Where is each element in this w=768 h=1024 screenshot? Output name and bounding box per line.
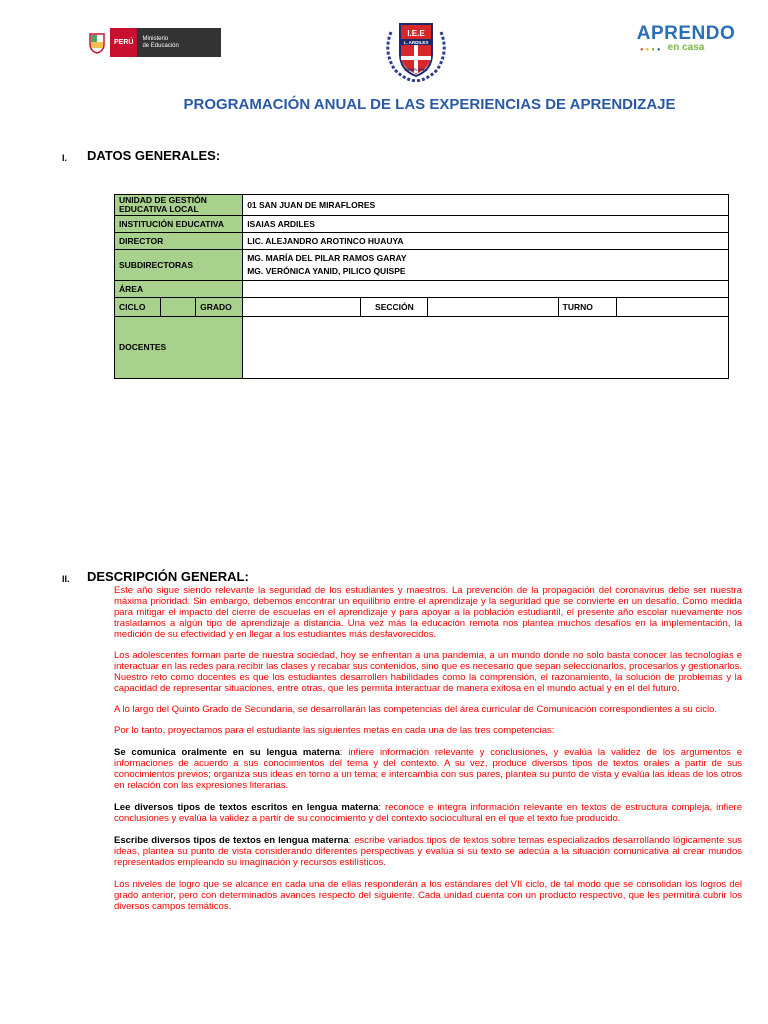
subdirectoras-label: SUBDIRECTORAS: [115, 250, 243, 281]
minedu-logo: [84, 28, 221, 57]
subdirectora-2: MG. VERÓNICA YANID, PILICO QUISPE: [247, 266, 406, 276]
turno-value: [616, 298, 728, 317]
competency-writing-text: : escribe variados tipos de textos sobre temas especializados desarrollando lógicamente sus ideas, plantea su punto de vista considerando diferentes perspectivas y evalúa si su texto se adecúa a la situación comunicativa al crear mundos representados empleando su imaginación y recursos estilísticos.: [114, 835, 742, 868]
section2-number: II.: [62, 574, 70, 584]
crest-motto-text: MIRAFLORES: [404, 68, 428, 72]
docentes-label: DOCENTES: [115, 317, 243, 379]
peru-label: PERÚ: [110, 28, 137, 57]
competency-oral-title: Se comunica oralmente en su lengua materna: [114, 747, 340, 758]
area-value: [243, 281, 729, 298]
seccion-value: [428, 298, 558, 317]
docentes-value: [243, 317, 729, 379]
director-label: DIRECTOR: [115, 233, 243, 250]
general-data-table: [114, 194, 729, 379]
ie-label: INSTITUCIÓN EDUCATIVA: [115, 216, 243, 233]
table-row: [115, 281, 729, 298]
en-casa-row: [636, 43, 736, 53]
aprendo-text: APRENDO: [636, 23, 736, 44]
table-row: [115, 250, 729, 281]
school-crest-logo: [381, 18, 451, 82]
aprendo-en-casa-logo: [636, 24, 736, 56]
competency-oral: [114, 747, 742, 791]
ie-value: ISAIAS ARDILES: [243, 216, 729, 233]
desc-paragraph-2: Los adolescentes forman parte de nuestra sociedad, hoy se enfrentan a una pandemia, a un mundo donde no solo basta conocer las tecnologías e interactuar en las redes para recibir las clases y recabar sus contenidos, sino que es necesario que sepan seleccionarlos, procesarlos y gestionarlos. Nuestro reto como docentes es que los estudiantes desarrollen habilidades como la comprensión, el razonamiento, la solución de problemas y la capacidad de representar situaciones, entre otras, que les permita interactuar de manera exitosa en el mundo actual y en el del futuro.: [114, 650, 742, 694]
table-row: [115, 298, 729, 317]
director-value: LIC. ALEJANDRO AROTINCO HUAUYA: [243, 233, 729, 250]
competency-reading-text: : reconoce e integra información relevante en textos de estructura compleja, infiere conclusiones y evalúa la validez a partir de su conocimiento y del contexto sociocultural en el que el texto fue producido.: [114, 802, 742, 824]
colored-dots-icon: ●●●●: [640, 47, 663, 53]
en-casa-text: en casa: [667, 42, 705, 53]
ministry-label: [137, 28, 221, 57]
desc-paragraph-4: Por lo tanto, proyectamos para el estudiante las siguientes metas en cada una de las tres competencias:: [114, 725, 555, 736]
table-row: [115, 317, 729, 379]
description-body: [114, 585, 742, 912]
page-title: PROGRAMACIÓN ANUAL DE LAS EXPERIENCIAS DE APRENDIZAJE: [183, 96, 676, 113]
ministry-line2: de Educación: [142, 42, 179, 49]
desc-paragraph-1: Este año sigue siendo relevante la seguridad de los estudiantes y maestros. La prevención de la propagación del coronavirus debe ser nuestra máxima prioridad. Sin embargo, debemos encontrar un equilibrio entre el aprendizaje y la seguridad que se convierte en un desafío. Como medida para mitigar el impacto del cierre de escuelas en el aprendizaje y para apoyar a la población estudiantil, el presente año escolar nuevamente nos trasladamos a algún tipo de aprendizaje a distancia. Una vez más la educación remota nos plantea muchos desafíos en la implementación, la medición de su efectividad y en llegar a los estudiantes más desfavorecidos.: [114, 585, 742, 640]
grado-value: [243, 298, 361, 317]
grado-label: GRADO: [196, 298, 243, 317]
subdirectoras-value: [243, 250, 729, 281]
desc-paragraph-3: A lo largo del Quinto Grado de Secundaria, se desarrollarán las competencias del área curricular de Comunicación correspondientes a su ciclo.: [114, 704, 718, 715]
turno-label: TURNO: [558, 298, 616, 317]
table-row: [115, 233, 729, 250]
competency-reading-title: Lee diversos tipos de textos escritos en lengua materna: [114, 802, 379, 813]
crest-band-text: I.E.E: [407, 29, 425, 38]
competency-reading: [114, 802, 742, 824]
desc-paragraph-5: Los niveles de logro que se alcance en cada una de ellas responderán a los estándares del VII ciclo, de tal modo que se consolidan los logros del grado anterior, pero con determinados avances respecto del siguiente. Cada unidad cuenta con un producto respectivo, que les permitirá cubrir los diversos campos temáticos.: [114, 879, 742, 912]
competency-writing: [114, 835, 742, 868]
ciclo-label: CICLO: [115, 298, 161, 317]
competency-oral-text: : infiere información relevante y conclusiones, y evalúa la validez de los argumentos e informaciones de acuerdo a sus conocimientos del tema y del contexto. A su vez, produce diversos tipos de textos orales a partir de sus conocimientos previos; organiza sus ideas en torno a un tema; e intercambia con sus pares, plantea su punto de vista y evalúa las ideas de los otros en relación con las expresiones literarias.: [114, 747, 742, 791]
seccion-label: SECCIÓN: [361, 298, 428, 317]
ministry-line1: Ministerio: [142, 35, 169, 42]
table-row: [115, 216, 729, 233]
subdirectora-1: MG. MARÍA DEL PILAR RAMOS GARAY: [247, 253, 407, 263]
area-label: ÁREA: [115, 281, 243, 298]
competency-writing-title: Escribe diversos tipos de textos en lengua materna: [114, 835, 349, 846]
table-row: [115, 195, 729, 216]
section2-title: DESCRIPCIÓN GENERAL:: [87, 569, 249, 584]
section1-number: I.: [62, 153, 68, 163]
peru-shield-icon: [84, 28, 110, 57]
section1-title: DATOS GENERALES:: [87, 148, 221, 163]
ciclo-value: [161, 298, 196, 317]
crest-name-text: L. ARDILES: [403, 40, 429, 45]
ugel-value: 01 SAN JUAN DE MIRAFLORES: [243, 195, 729, 216]
ugel-label: UNIDAD DE GESTIÓN EDUCATIVA LOCAL: [115, 195, 243, 216]
